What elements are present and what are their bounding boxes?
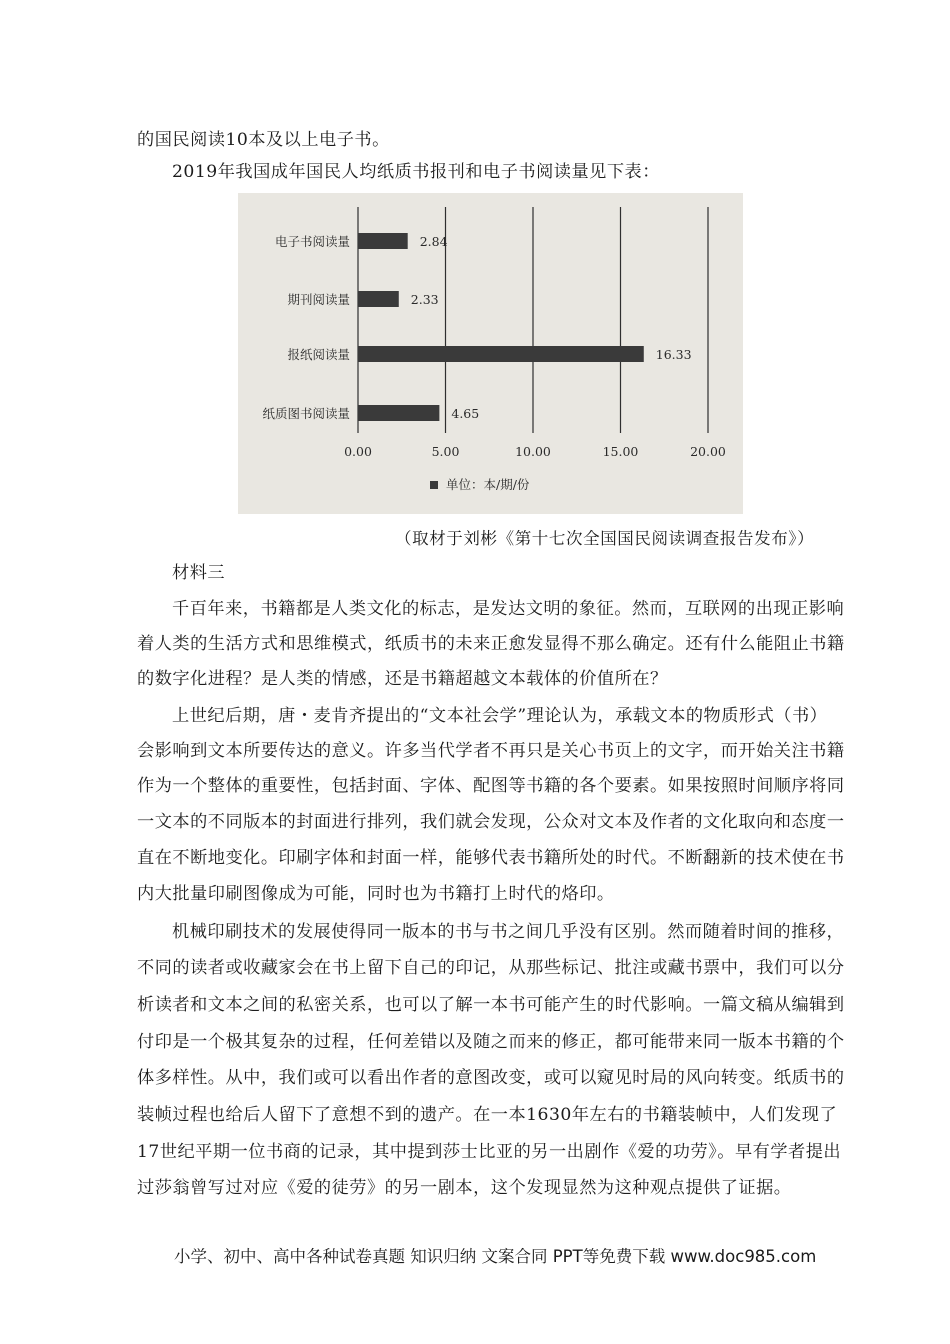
category-label: 电子书阅读量 — [274, 234, 350, 249]
paragraph-line: 作为一个整体的重要性，包括封面、字体、配图等书籍的各个要素。如果按照时间顺序将同 — [137, 776, 845, 796]
x-tick-label: 10.00 — [515, 444, 551, 459]
bar-chart-figure — [238, 193, 743, 514]
text-line: 的国民阅读10本及以上电子书。 — [137, 130, 390, 150]
bar — [358, 405, 439, 421]
paragraph-line: 体多样性。从中，我们或可以看出作者的意图改变，或可以窥见时局的风向转变。纸质书的 — [137, 1068, 845, 1088]
paragraph-line: 内大批量印刷图像成为可能，同时也为书籍打上时代的烙印。 — [137, 884, 615, 904]
bar — [358, 291, 399, 307]
paragraph-line: 机械印刷技术的发展使得同一版本的书与书之间几乎没有区别。然而随着时间的推移， — [172, 922, 845, 942]
value-label: 4.65 — [451, 406, 480, 421]
paragraph-line: 过莎翁曾写过对应《爱的徒劳》的另一剧本，这个发现显然为这种观点提供了证据。 — [137, 1178, 792, 1198]
paragraph-line: 的数字化进程？是人类的情感，还是书籍超越文本载体的价值所在？ — [137, 669, 668, 689]
legend-swatch — [430, 481, 438, 489]
x-tick-label: 0.00 — [344, 444, 372, 459]
x-tick-label: 5.00 — [431, 444, 460, 459]
paragraph-line: 上世纪后期，唐・麦肯齐提出的“文本社会学”理论认为，承载文本的物质形式（书） — [172, 706, 828, 726]
category-label: 纸质图书阅读量 — [262, 406, 350, 421]
paragraph-line: 会影响到文本所要传达的意义。许多当代学者不再只是关心书页上的文字，而开始关注书籍 — [137, 741, 845, 761]
chart-intro: 2019年我国成年国民人均纸质书报刊和电子书阅读量见下表： — [172, 162, 660, 182]
bar — [358, 346, 644, 362]
x-tick-label: 20.00 — [690, 444, 726, 459]
paragraph-line: 着人类的生活方式和思维模式，纸质书的未来正愈发显得不那么确定。还有什么能阻止书籍 — [137, 634, 845, 654]
chart-source-caption: （取材于刘彬《第十七次全国国民阅读调查报告发布》） — [395, 529, 815, 548]
paragraph-line: 装帧过程也给后人留下了意想不到的遗产。在一本1630年左右的书籍装帧中，人们发现了 — [137, 1105, 838, 1125]
legend-label: 单位：本/期/份 — [446, 477, 530, 492]
bar-chart — [238, 193, 743, 514]
paragraph-line: 17世纪平期一位书商的记录，其中提到莎士比亚的另一出剧作《爱的功劳》。早有学者提出 — [137, 1142, 842, 1162]
x-tick-label: 15.00 — [602, 444, 639, 459]
bar — [358, 233, 408, 249]
category-label: 报纸阅读量 — [287, 347, 350, 362]
paragraph-line: 千百年来，书籍都是人类文化的标志，是发达文明的象征。然而，互联网的出现正影响 — [172, 599, 845, 619]
footer-watermark: 小学、初中、高中各种试卷真题 知识归纳 文案合同 PPT等免费下载 www.doc985.com — [174, 1247, 817, 1266]
paragraph-line: 不同的读者或收藏家会在书上留下自己的印记，从那些标记、批注或藏书票中，我们可以分 — [137, 958, 845, 978]
paragraph-line: 一文本的不同版本的封面进行排列，我们就会发现，公众对文本及作者的文化取向和态度一 — [137, 812, 845, 832]
paragraph-line: 直在不断地变化。印刷字体和封面一样，能够代表书籍所处的时代。不断翻新的技术使在书 — [137, 848, 845, 868]
value-label: 2.84 — [419, 234, 448, 249]
value-label: 16.33 — [655, 347, 692, 362]
category-label: 期刊阅读量 — [287, 292, 350, 307]
paragraph-line: 付印是一个极其复杂的过程，任何差错以及随之而来的修正，都可能带来同一版本书籍的个 — [137, 1032, 845, 1052]
section-title: 材料三 — [172, 563, 226, 583]
value-label: 2.33 — [410, 292, 439, 307]
paragraph-line: 析读者和文本之间的私密关系，也可以了解一本书可能产生的时代影响。一篇文稿从编辑到 — [137, 995, 845, 1015]
